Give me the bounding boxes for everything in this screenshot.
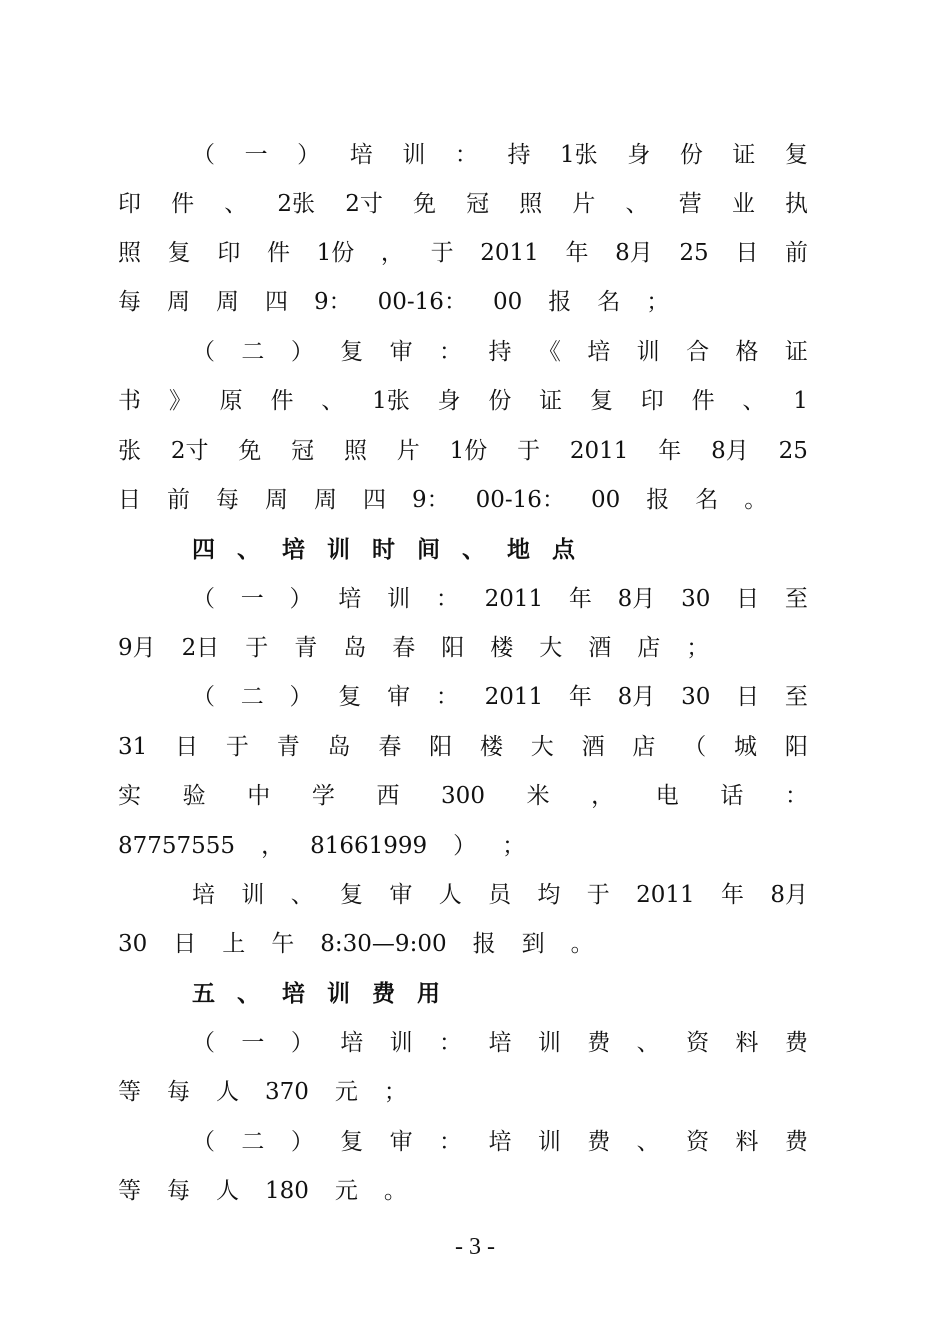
text-token: 时 — [372, 536, 395, 563]
text-token: ， — [380, 240, 404, 266]
text-token: 份 — [488, 388, 512, 414]
text-token: 冠 — [466, 191, 490, 217]
text-token: 于 — [586, 882, 610, 908]
text-token: 五 — [192, 980, 215, 1007]
text-token: 训 — [327, 536, 350, 563]
text-token: 件 — [691, 388, 715, 414]
text-token: （ — [192, 142, 215, 168]
text-token: 复 — [338, 684, 362, 710]
text-token: 年 — [568, 684, 592, 710]
text-token: 审 — [389, 339, 413, 365]
text-token: 1份 — [449, 438, 488, 464]
text-token: 00 — [590, 487, 621, 513]
text-token: 照 — [519, 191, 543, 217]
text-token: 身 — [437, 388, 461, 414]
text-token: 四 — [192, 536, 215, 563]
paragraph-line — [118, 779, 808, 813]
text-token: 81661999 — [310, 833, 428, 859]
text-token: 中 — [247, 783, 271, 809]
text-token: 日 — [735, 240, 759, 266]
text-token: 一 — [244, 142, 268, 168]
paragraph-line — [192, 335, 808, 369]
text-token: 免 — [412, 191, 436, 217]
section-heading — [192, 533, 597, 567]
text-token: 照 — [118, 240, 141, 266]
text-token: 周 — [314, 487, 337, 513]
text-token: 营 — [678, 191, 702, 217]
text-token: ； — [646, 289, 670, 315]
text-token: 9月 — [118, 635, 156, 661]
paragraph-line — [192, 582, 808, 616]
text-token: 培 — [338, 586, 362, 612]
paragraph-line — [118, 384, 808, 418]
text-token: ） — [289, 684, 313, 710]
text-token: 8月 — [615, 240, 653, 266]
text-token: 8月 — [711, 438, 749, 464]
text-token: 元 — [334, 1178, 358, 1204]
text-token: 午 — [271, 931, 295, 957]
text-token: （ — [192, 586, 215, 612]
text-token: 年 — [568, 586, 592, 612]
text-token: 费 — [587, 1129, 611, 1155]
text-token: 持 — [507, 142, 531, 168]
text-token: 30 — [118, 931, 148, 957]
paragraph-line — [192, 878, 808, 912]
text-token: 人 — [216, 1079, 239, 1105]
text-token: 1张 — [372, 388, 410, 414]
text-token: 复 — [167, 240, 191, 266]
text-token: 大 — [530, 734, 554, 760]
text-token: 日 — [173, 931, 197, 957]
text-token: 青 — [276, 734, 300, 760]
text-token: 资 — [686, 1129, 710, 1155]
text-token: 复 — [589, 388, 613, 414]
text-token: 实 — [118, 783, 141, 809]
text-token: 周 — [167, 289, 190, 315]
text-token: 。 — [570, 931, 594, 957]
text-token: 名 — [597, 289, 621, 315]
text-token: 训 — [327, 980, 350, 1007]
text-token: 每 — [118, 289, 141, 315]
text-token: 每 — [167, 1079, 190, 1105]
text-token: 四 — [265, 289, 288, 315]
text-token: 电 — [655, 783, 679, 809]
text-token: 180 — [265, 1178, 309, 1204]
text-token: 证 — [784, 339, 808, 365]
text-token: 前 — [167, 487, 190, 513]
text-token: 原 — [219, 388, 243, 414]
paragraph-line — [118, 631, 808, 665]
text-token: 培 — [488, 1030, 512, 1056]
text-token: 00-16： — [377, 289, 467, 315]
text-token: 张 — [118, 438, 141, 464]
text-token: 、 — [237, 536, 260, 563]
text-token: 印 — [118, 191, 141, 217]
text-token: 二 — [241, 1129, 265, 1155]
text-token: 、 — [237, 980, 260, 1007]
text-token: ： — [435, 684, 459, 710]
text-token: 复 — [340, 1129, 364, 1155]
text-token: 阳 — [784, 734, 808, 760]
text-token: 复 — [785, 142, 808, 168]
text-token: ： — [454, 142, 478, 168]
text-token: 到 — [521, 931, 545, 957]
text-token: 审 — [387, 684, 411, 710]
text-token: 一 — [241, 1030, 265, 1056]
text-token: 2寸 — [345, 191, 383, 217]
text-token: 训 — [389, 1030, 413, 1056]
text-token: 25 — [778, 438, 808, 464]
text-token: 证 — [539, 388, 563, 414]
text-token: 楼 — [490, 635, 514, 661]
text-token: 。 — [383, 1178, 407, 1204]
text-token: ， — [591, 783, 615, 809]
text-token: 训 — [636, 339, 660, 365]
text-token: 2011 — [484, 586, 544, 612]
text-token: 审 — [389, 882, 413, 908]
text-token: 00 — [492, 289, 523, 315]
text-token: 件 — [266, 240, 290, 266]
text-token: 培 — [282, 980, 305, 1007]
text-token: 1张 — [560, 142, 598, 168]
text-token: 每 — [167, 1178, 190, 1204]
text-token: 年 — [565, 240, 589, 266]
text-token: 西 — [376, 783, 400, 809]
text-token: ： — [439, 1129, 463, 1155]
text-token: 业 — [731, 191, 755, 217]
text-token: 训 — [402, 142, 426, 168]
text-token: 9： — [412, 487, 450, 513]
text-token: 料 — [735, 1030, 759, 1056]
paragraph-line — [118, 285, 808, 319]
text-token: 至 — [784, 684, 808, 710]
text-token: 31 — [118, 734, 148, 760]
text-token: 费 — [784, 1129, 808, 1155]
text-token: 培 — [587, 339, 611, 365]
text-token: 米 — [526, 783, 550, 809]
paragraph-line — [118, 434, 808, 468]
text-token: 审 — [389, 1129, 413, 1155]
text-token: 前 — [784, 240, 808, 266]
text-token: 于 — [517, 438, 541, 464]
text-token: 员 — [488, 882, 512, 908]
text-token: 2011 — [480, 240, 539, 266]
text-token: 二 — [240, 684, 264, 710]
text-token: 日 — [736, 586, 760, 612]
text-token: 日 — [118, 487, 141, 513]
text-token: 30 — [681, 684, 711, 710]
text-token: 份 — [679, 142, 703, 168]
text-token: 书 — [118, 388, 141, 414]
text-token: ： — [785, 783, 808, 809]
text-token: 9： — [314, 289, 352, 315]
paragraph-line — [118, 1174, 808, 1208]
text-token: 料 — [735, 1129, 759, 1155]
text-token: 二 — [241, 339, 265, 365]
text-token: 春 — [378, 734, 402, 760]
paragraph-line — [118, 483, 808, 517]
text-token: ） — [289, 586, 313, 612]
text-token: 件 — [270, 388, 294, 414]
text-token: 酒 — [588, 635, 612, 661]
text-token: 执 — [784, 191, 808, 217]
text-token: 、 — [321, 388, 345, 414]
text-token: （ — [192, 684, 215, 710]
text-token: 2011 — [636, 882, 695, 908]
text-token: （ — [192, 1129, 215, 1155]
text-token: ： — [439, 1030, 463, 1056]
text-token: 、 — [290, 882, 314, 908]
text-token: 元 — [334, 1079, 358, 1105]
text-token: 每 — [216, 487, 239, 513]
text-token: 于 — [430, 240, 454, 266]
text-token: 岛 — [327, 734, 351, 760]
text-token: 日 — [175, 734, 199, 760]
text-token: 春 — [392, 635, 416, 661]
text-token: 2011 — [484, 684, 544, 710]
text-token: 店 — [637, 635, 661, 661]
text-token: 照 — [343, 438, 367, 464]
text-token: 周 — [265, 487, 288, 513]
text-token: 8:30—9:00 — [320, 931, 447, 957]
text-token: 300 — [441, 783, 485, 809]
text-token: 格 — [735, 339, 759, 365]
paragraph-line — [192, 680, 808, 714]
text-token: 2寸 — [170, 438, 209, 464]
text-token: 、 — [636, 1129, 660, 1155]
text-token: 日 — [736, 684, 760, 710]
paragraph-line — [118, 236, 808, 270]
text-token: （ — [683, 734, 707, 760]
text-token: 2张 — [277, 191, 316, 217]
text-token: 培 — [282, 536, 305, 563]
text-token: 。 — [744, 487, 768, 513]
text-token: 均 — [537, 882, 561, 908]
text-token: 培 — [349, 142, 373, 168]
paragraph-line — [118, 927, 808, 961]
text-token: ； — [383, 1079, 407, 1105]
text-token: ） — [453, 833, 477, 859]
text-token: 、 — [224, 191, 248, 217]
text-token: 间 — [417, 536, 440, 563]
text-token: 训 — [537, 1030, 561, 1056]
text-token: （ — [192, 339, 215, 365]
text-token: 培 — [192, 882, 215, 908]
text-token: 等 — [118, 1178, 141, 1204]
text-token: 印 — [640, 388, 664, 414]
text-token: 复 — [340, 882, 364, 908]
text-token: 上 — [222, 931, 246, 957]
text-token: 费 — [784, 1030, 808, 1056]
text-token: 》 — [168, 388, 192, 414]
text-token: 培 — [340, 1030, 364, 1056]
paragraph-line — [118, 1075, 808, 1109]
text-token: 、 — [462, 536, 485, 563]
text-token: ： — [439, 339, 463, 365]
paragraph-line — [118, 730, 808, 764]
text-token: 年 — [658, 438, 682, 464]
text-token: ） — [290, 1030, 314, 1056]
text-token: 人 — [216, 1178, 239, 1204]
text-token: 资 — [686, 1030, 710, 1056]
text-token: 点 — [552, 536, 575, 563]
text-token: 1份 — [316, 240, 355, 266]
text-token: 话 — [720, 783, 744, 809]
text-token: 大 — [539, 635, 563, 661]
text-token: 名 — [695, 487, 719, 513]
text-token: 训 — [241, 882, 265, 908]
text-token: ） — [290, 1129, 314, 1155]
paragraph-line — [192, 1026, 808, 1060]
text-token: 等 — [118, 1079, 141, 1105]
paragraph-line — [192, 138, 808, 172]
text-token: 四 — [363, 487, 386, 513]
text-token: 免 — [238, 438, 262, 464]
text-token: 2011 — [569, 438, 629, 464]
text-token: 、 — [625, 191, 649, 217]
text-token: 件 — [171, 191, 195, 217]
text-token: 、 — [636, 1030, 660, 1056]
text-token: ， — [261, 833, 285, 859]
text-token: 证 — [732, 142, 756, 168]
text-token: 费 — [372, 980, 395, 1007]
text-token: 8月 — [770, 882, 808, 908]
text-token: 复 — [340, 339, 364, 365]
text-token: 00-16： — [475, 487, 565, 513]
text-token: 阳 — [429, 734, 453, 760]
text-token: 年 — [720, 882, 744, 908]
text-token: 报 — [646, 487, 670, 513]
text-token: 酒 — [581, 734, 605, 760]
text-token: 持 — [488, 339, 512, 365]
text-token: 87757555 — [118, 833, 236, 859]
text-token: 报 — [548, 289, 572, 315]
text-token: 于 — [225, 734, 249, 760]
text-token: 《 — [537, 339, 561, 365]
paragraph-line — [118, 187, 808, 221]
text-token: 2日 — [181, 635, 220, 661]
text-token: 楼 — [479, 734, 503, 760]
section-heading — [192, 977, 462, 1011]
text-token: 岛 — [343, 635, 367, 661]
text-token: 学 — [311, 783, 335, 809]
paragraph-line — [192, 1125, 808, 1159]
page-number: - 3 - — [455, 1234, 495, 1260]
text-token: 费 — [587, 1030, 611, 1056]
text-token: 地 — [507, 536, 530, 563]
text-token: 片 — [396, 438, 420, 464]
text-token: 青 — [294, 635, 318, 661]
text-token: ） — [290, 339, 314, 365]
text-token: 报 — [472, 931, 496, 957]
text-token: 阳 — [441, 635, 465, 661]
text-token: 身 — [627, 142, 651, 168]
text-token: 30 — [681, 586, 711, 612]
text-token: ） — [297, 142, 321, 168]
text-token: 于 — [245, 635, 269, 661]
text-token: 人 — [438, 882, 462, 908]
text-token: ； — [686, 635, 710, 661]
text-token: 周 — [216, 289, 239, 315]
text-token: 用 — [417, 980, 440, 1007]
text-token: 冠 — [291, 438, 315, 464]
text-token: ： — [435, 586, 459, 612]
text-token: 城 — [734, 734, 758, 760]
text-token: 片 — [572, 191, 596, 217]
text-token: ； — [502, 833, 526, 859]
text-token: 训 — [537, 1129, 561, 1155]
text-token: 8月 — [617, 684, 656, 710]
text-token: 1 — [793, 388, 808, 414]
text-token: 至 — [784, 586, 808, 612]
text-token: （ — [192, 1030, 215, 1056]
text-token: 一 — [240, 586, 264, 612]
text-token: 店 — [632, 734, 656, 760]
text-token: 、 — [742, 388, 766, 414]
text-token: 25 — [679, 240, 709, 266]
text-token: 印 — [217, 240, 241, 266]
text-token: 验 — [182, 783, 206, 809]
text-token: 培 — [488, 1129, 512, 1155]
text-token: 370 — [265, 1079, 309, 1105]
paragraph-line — [118, 829, 808, 863]
text-token: 8月 — [617, 586, 656, 612]
text-token: 合 — [686, 339, 710, 365]
text-token: 训 — [387, 586, 411, 612]
